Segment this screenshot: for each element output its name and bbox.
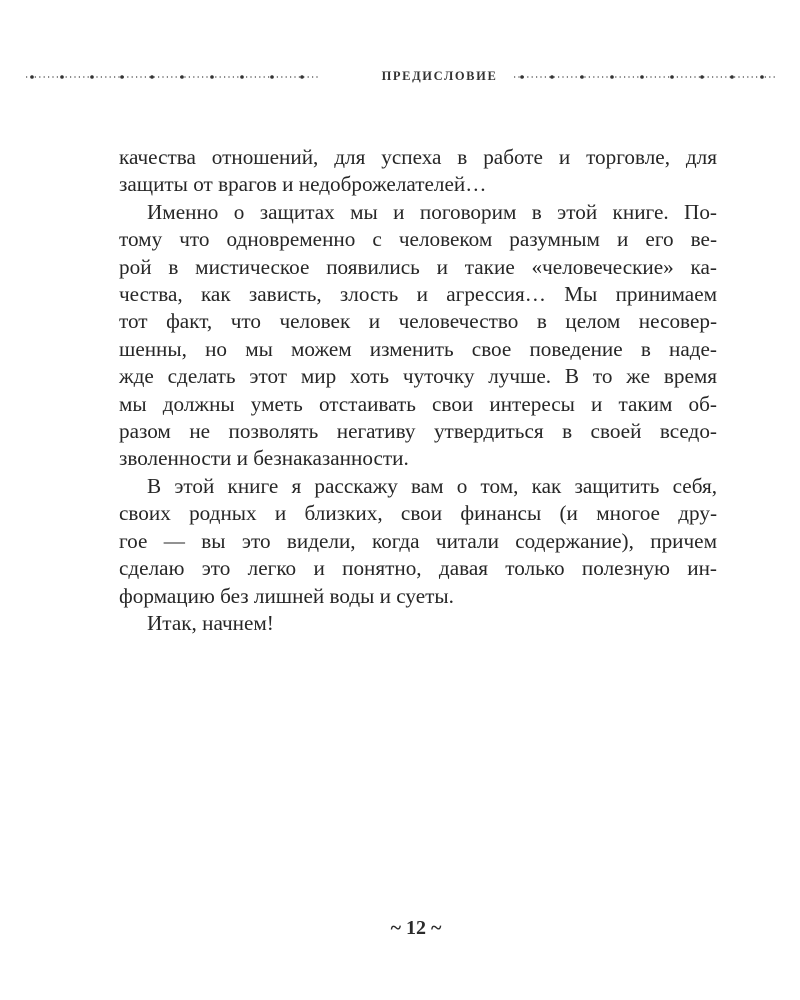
text-line: рой в мистическое появились и такие «человеческие» ка- xyxy=(119,254,717,279)
text-line: своих родных и близких, свои финансы (и многое дру- xyxy=(119,501,717,526)
text-line: качества отношений, для успеха в работе и торговле, для xyxy=(119,145,717,169)
text-line: Именно о защитах мы и поговорим в этой книге. По- xyxy=(147,199,717,224)
text-line: тому что одновременно с человеком разумным и его ве- xyxy=(119,227,717,252)
running-header xyxy=(22,66,780,88)
text-line: мы должны уметь отстаивать свои интересы и таким об- xyxy=(119,391,717,416)
page-number: ~ 12 ~ xyxy=(390,917,442,939)
text-line: разом не позволять негативу утвердиться в своей вседо- xyxy=(119,419,717,444)
text-line: гое — вы это видели, когда читали содержание), причем xyxy=(119,528,717,553)
text-line: зволенности и безнаказанности. xyxy=(119,446,409,471)
text-line: шенны, но мы можем изменить свое поведение в наде- xyxy=(119,336,717,361)
chapter-title: ПРЕДИСЛОВИЕ xyxy=(381,69,498,83)
text-line: сделаю это легко и понятно, давая только полезную ин- xyxy=(119,556,717,581)
text-line: Итак, начнем! xyxy=(147,610,274,635)
text-line: формацию без лишней воды и суеты. xyxy=(119,583,454,608)
text-line: чества, как зависть, злость и агрессия… Мы принимаем xyxy=(119,282,717,307)
text-line: тот факт, что человек и человечество в целом несовер- xyxy=(119,309,717,334)
body-text xyxy=(119,144,717,637)
text-line: защиты от врагов и недоброжелателей… xyxy=(119,172,487,197)
text-line: жде сделать этот мир хоть чуточку лучше. В то же время xyxy=(119,364,717,389)
text-line: В этой книге я расскажу вам о том, как защитить себя, xyxy=(147,473,717,498)
